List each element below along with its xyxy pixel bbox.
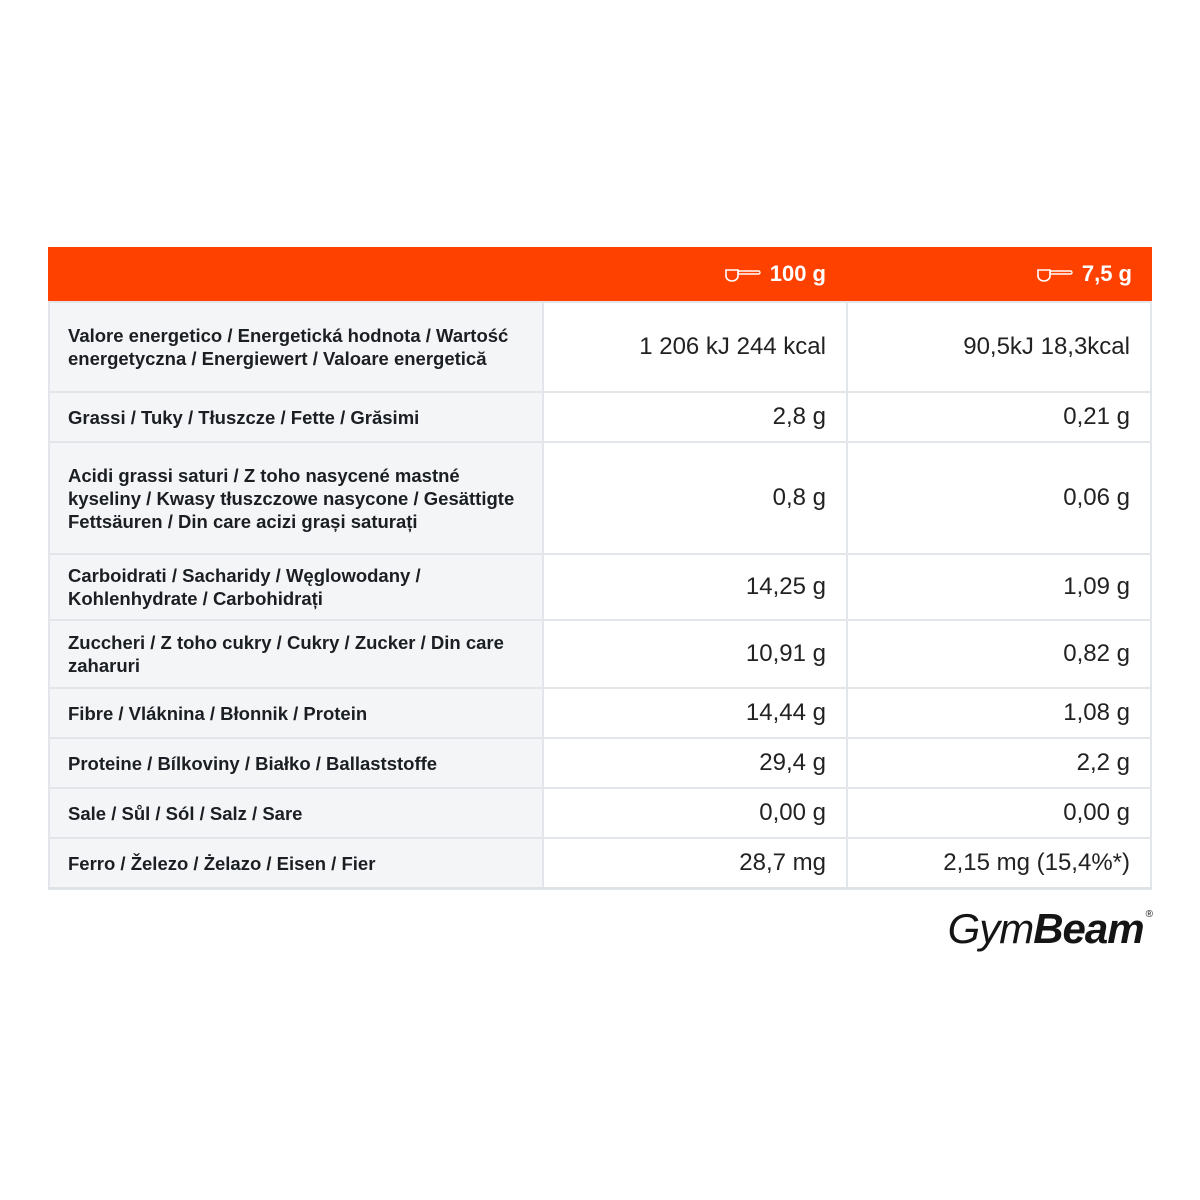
value-per-serving: 0,06 g [846,443,1152,553]
header-label-column [48,247,542,301]
value-per-serving: 0,00 g [846,789,1152,837]
value-per-serving: 1,09 g [846,555,1152,619]
value-per-serving: 90,5kJ 18,3kcal [846,303,1152,391]
header-per-serving [846,247,1152,301]
table-row [48,687,1152,737]
table-row [48,737,1152,787]
table-row [48,301,1152,391]
row-label: Zuccheri / Z toho cukry / Cukry / Zucker / Din care zaharuri [48,621,542,687]
value-per-serving: 1,08 g [846,689,1152,737]
brand-logo-beam: Beam [1033,905,1144,952]
value-per-serving: 2,15 mg (15,4%*) [846,839,1152,887]
value-per-serving: 2,2 g [846,739,1152,787]
table-row [48,391,1152,441]
row-label: Proteine / Bílkoviny / Białko / Ballaststoffe [48,739,542,787]
value-per-serving: 0,21 g [846,393,1152,441]
header-per-100g-label: 100 g [769,261,826,286]
table-row [48,837,1152,887]
table-header [48,247,1152,301]
row-label: Acidi grassi saturi / Z toho nasycené mastné kyseliny / Kwasy tłuszczowe nasycone / Gesättigte Fettsäuren / Din care acizi grași saturați [48,443,542,553]
scoop-icon [724,266,762,282]
row-label: Grassi / Tuky / Tłuszcze / Fette / Grăsimi [48,393,542,441]
value-per-100g: 0,8 g [542,443,846,553]
nutrition-table [48,247,1152,890]
value-per-serving: 0,82 g [846,621,1152,687]
value-per-100g: 14,25 g [542,555,846,619]
brand-logo [948,905,1152,953]
table-row [48,553,1152,619]
row-label: Valore energetico / Energetická hodnota / Wartość energetyczna / Energiewert / Valoare energetică [48,303,542,391]
row-label: Carboidrati / Sacharidy / Węglowodany / Kohlenhydrate / Carbohidrați [48,555,542,619]
row-label: Fibre / Vláknina / Błonnik / Protein [48,689,542,737]
value-per-100g: 10,91 g [542,621,846,687]
value-per-100g: 2,8 g [542,393,846,441]
value-per-100g: 28,7 mg [542,839,846,887]
value-per-100g: 14,44 g [542,689,846,737]
value-per-100g: 1 206 kJ 244 kcal [542,303,846,391]
brand-logo-gym: Gym [947,905,1034,952]
table-row [48,787,1152,837]
registered-mark: ® [1145,909,1152,920]
table-row [48,441,1152,553]
value-per-100g: 0,00 g [542,789,846,837]
scoop-icon [1036,266,1074,282]
value-per-100g: 29,4 g [542,739,846,787]
row-label: Ferro / Železo / Żelazo / Eisen / Fier [48,839,542,887]
header-per-100g [542,247,846,301]
row-label: Sale / Sůl / Sól / Salz / Sare [48,789,542,837]
header-per-serving-label: 7,5 g [1081,261,1132,286]
table-row [48,619,1152,687]
